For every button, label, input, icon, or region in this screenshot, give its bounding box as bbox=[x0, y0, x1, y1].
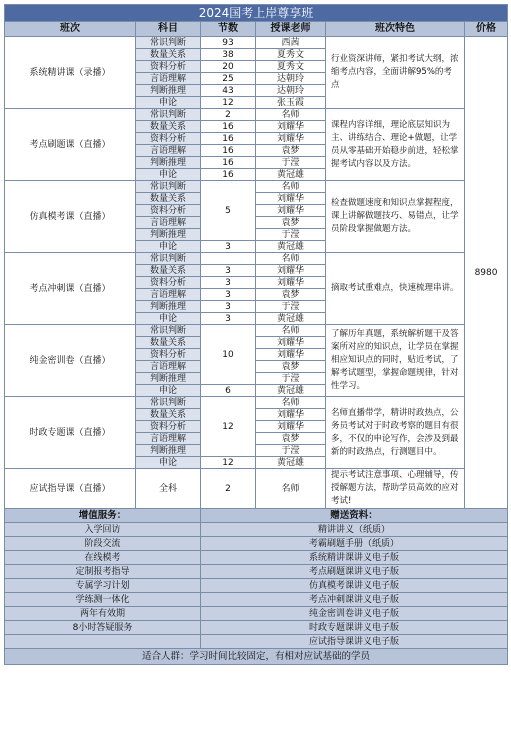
teacher-cell: 于滢 bbox=[256, 373, 326, 385]
service-item: 专属学习计划 bbox=[5, 579, 201, 593]
subject-cell: 申论 bbox=[136, 97, 201, 109]
feature-cell: 检查做题速度和知识点掌握程度，课上讲解做题技巧、易错点，让学员阶段掌握做题方法。 bbox=[326, 181, 465, 253]
subject-cell: 数量关系 bbox=[136, 49, 201, 61]
teacher-cell: 刘耀华 bbox=[256, 193, 326, 205]
sessions-cell bbox=[201, 253, 256, 265]
teacher-cell: 刘耀华 bbox=[256, 121, 326, 133]
service-row bbox=[5, 565, 508, 579]
subject-cell: 判断推理 bbox=[136, 85, 201, 97]
teacher-cell: 于滢 bbox=[256, 301, 326, 313]
sessions-cell: 16 bbox=[201, 145, 256, 157]
subject-cell: 判断推理 bbox=[136, 301, 201, 313]
table-row bbox=[5, 37, 508, 49]
teacher-cell: 于滢 bbox=[256, 445, 326, 457]
subject-cell: 资料分析 bbox=[136, 421, 201, 433]
teacher-cell: 袁梦 bbox=[256, 361, 326, 373]
subject-cell: 言语理解 bbox=[136, 145, 201, 157]
feature-cell: 了解历年真题，系统解析题干及答案所对应的知识点，让学员在掌握相应知识点的同时，贴近考试，了解考试题型，掌握命题规律，针对性学习。 bbox=[326, 325, 465, 397]
subject-cell: 申论 bbox=[136, 457, 201, 469]
subject-cell: 全科 bbox=[136, 469, 201, 509]
teacher-cell: 刘耀华 bbox=[256, 337, 326, 349]
teacher-cell: 刘耀华 bbox=[256, 277, 326, 289]
teacher-cell: 达朝玲 bbox=[256, 85, 326, 97]
services-header: 增值服务： bbox=[5, 509, 201, 523]
teacher-cell: 刘耀华 bbox=[256, 265, 326, 277]
service-row bbox=[5, 551, 508, 565]
course-name: 考点刷题课（直播） bbox=[5, 109, 136, 181]
teacher-cell: 夏秀文 bbox=[256, 61, 326, 73]
sessions-cell: 25 bbox=[201, 73, 256, 85]
header-sessions: 节数 bbox=[201, 22, 256, 37]
subject-cell: 言语理解 bbox=[136, 433, 201, 445]
course-table-body bbox=[5, 5, 508, 665]
teacher-cell: 袁梦 bbox=[256, 289, 326, 301]
material-item: 考点刷题课讲义电子版 bbox=[201, 565, 508, 579]
service-item: 两年有效期 bbox=[5, 607, 201, 621]
sessions-cell: 6 bbox=[201, 385, 256, 397]
subject-cell: 申论 bbox=[136, 313, 201, 325]
feature-cell: 摘取考试重难点，快速梳理串讲。 bbox=[326, 253, 465, 325]
subject-cell: 数量关系 bbox=[136, 121, 201, 133]
subject-cell: 申论 bbox=[136, 169, 201, 181]
subject-cell: 资料分析 bbox=[136, 277, 201, 289]
table-row bbox=[5, 253, 508, 265]
sessions-cell: 12 bbox=[201, 397, 256, 457]
header-price: 价格 bbox=[465, 22, 508, 37]
materials-header: 赠送资料： bbox=[201, 509, 508, 523]
service-item: 入学回访 bbox=[5, 523, 201, 537]
teacher-cell: 袁梦 bbox=[256, 433, 326, 445]
subject-cell: 常识判断 bbox=[136, 325, 201, 337]
service-item: 学练测一体化 bbox=[5, 593, 201, 607]
material-item: 精讲讲义（纸质） bbox=[201, 523, 508, 537]
teacher-cell: 袁梦 bbox=[256, 145, 326, 157]
header-class: 班次 bbox=[5, 22, 136, 37]
teacher-cell: 刘耀华 bbox=[256, 205, 326, 217]
audience-note: 适合人群：学习时间比较固定，有相对应试基础的学员 bbox=[5, 649, 508, 665]
teacher-cell: 张玉霞 bbox=[256, 97, 326, 109]
course-name: 考点冲刺课（直播） bbox=[5, 253, 136, 325]
subject-cell: 言语理解 bbox=[136, 73, 201, 85]
sessions-cell: 16 bbox=[201, 121, 256, 133]
subject-cell: 常识判断 bbox=[136, 37, 201, 49]
sessions-cell: 16 bbox=[201, 157, 256, 169]
table-row bbox=[5, 109, 508, 121]
subject-cell: 资料分析 bbox=[136, 349, 201, 361]
subject-cell: 资料分析 bbox=[136, 61, 201, 73]
header-subject: 科目 bbox=[136, 22, 201, 37]
sessions-cell: 20 bbox=[201, 61, 256, 73]
service-item: 定制报考指导 bbox=[5, 565, 201, 579]
course-table bbox=[4, 4, 508, 665]
teacher-cell: 刘耀华 bbox=[256, 133, 326, 145]
table-row bbox=[5, 469, 508, 509]
subject-cell: 数量关系 bbox=[136, 265, 201, 277]
material-item: 考点冲刺课讲义电子版 bbox=[201, 593, 508, 607]
sessions-cell: 3 bbox=[201, 313, 256, 325]
feature-cell: 行业资深讲师，紧扣考试大纲，浓缩考点内容，全面讲解95%的考点 bbox=[326, 37, 465, 109]
sessions-cell: 2 bbox=[201, 109, 256, 121]
header-row bbox=[5, 22, 508, 37]
material-item: 考霸刷题手册（纸质） bbox=[201, 537, 508, 551]
teacher-cell: 名师 bbox=[256, 109, 326, 121]
course-name: 系统精讲课（录播） bbox=[5, 37, 136, 109]
sessions-cell: 3 bbox=[201, 289, 256, 301]
material-item: 系统精讲课讲义电子版 bbox=[201, 551, 508, 565]
subject-cell: 言语理解 bbox=[136, 361, 201, 373]
subject-cell: 言语理解 bbox=[136, 217, 201, 229]
subject-cell: 数量关系 bbox=[136, 193, 201, 205]
sessions-cell: 38 bbox=[201, 49, 256, 61]
teacher-cell: 名师 bbox=[256, 253, 326, 265]
teacher-cell: 名师 bbox=[256, 181, 326, 193]
teacher-cell: 黄冠雄 bbox=[256, 313, 326, 325]
course-name: 仿真模考课（直播） bbox=[5, 181, 136, 253]
subject-cell: 常识判断 bbox=[136, 253, 201, 265]
feature-cell: 名师直播带学，精讲时政热点，公务员考试对于时政考察的题目有很多，不仅的申论写作，会涉及到最新的时政热点，行测题目中。 bbox=[326, 397, 465, 469]
sessions-cell: 43 bbox=[201, 85, 256, 97]
teacher-cell: 刘耀华 bbox=[256, 421, 326, 433]
sessions-cell: 3 bbox=[201, 277, 256, 289]
material-item: 纯金密训卷讲义电子版 bbox=[201, 607, 508, 621]
service-row bbox=[5, 607, 508, 621]
audience-row bbox=[5, 649, 508, 665]
subject-cell: 言语理解 bbox=[136, 289, 201, 301]
teacher-cell: 黄冠雄 bbox=[256, 385, 326, 397]
service-row bbox=[5, 579, 508, 593]
feature-cell: 提示考试注意事项、心理辅导，传授解题方法，帮助学员高效的应对考试! bbox=[326, 469, 465, 509]
subject-cell: 判断推理 bbox=[136, 373, 201, 385]
teacher-cell: 刘耀华 bbox=[256, 349, 326, 361]
price-cell: 8980 bbox=[465, 37, 508, 509]
subject-cell: 判断推理 bbox=[136, 445, 201, 457]
teacher-cell: 黄冠雄 bbox=[256, 241, 326, 253]
subject-cell: 常识判断 bbox=[136, 109, 201, 121]
sessions-cell: 2 bbox=[201, 469, 256, 509]
service-row bbox=[5, 523, 508, 537]
sessions-cell: 16 bbox=[201, 133, 256, 145]
teacher-cell: 黄冠雄 bbox=[256, 169, 326, 181]
service-item: 8小时答疑服务 bbox=[5, 621, 201, 635]
service-item: 在线模考 bbox=[5, 551, 201, 565]
course-name: 应试指导课（直播） bbox=[5, 469, 136, 509]
subject-cell: 资料分析 bbox=[136, 205, 201, 217]
sessions-cell: 12 bbox=[201, 97, 256, 109]
course-table-container bbox=[4, 4, 507, 665]
teacher-cell: 于滢 bbox=[256, 229, 326, 241]
service-row bbox=[5, 635, 508, 649]
sessions-cell: 3 bbox=[201, 241, 256, 253]
teacher-cell: 达朝玲 bbox=[256, 73, 326, 85]
sessions-cell: 12 bbox=[201, 457, 256, 469]
service-row bbox=[5, 621, 508, 635]
teacher-cell: 袁梦 bbox=[256, 217, 326, 229]
table-row bbox=[5, 181, 508, 193]
sessions-cell: 3 bbox=[201, 265, 256, 277]
service-row bbox=[5, 593, 508, 607]
feature-cell: 课程内容详细，理论底层知识为主、讲练结合、理论+做题，让学员从零基础开始稳步前进，轻松掌握考试内容以及方法。 bbox=[326, 109, 465, 181]
material-item: 应试指导课讲义电子版 bbox=[201, 635, 508, 649]
course-name: 时政专题课（直播） bbox=[5, 397, 136, 469]
material-item: 仿真模考课讲义电子版 bbox=[201, 579, 508, 593]
teacher-cell: 夏秀文 bbox=[256, 49, 326, 61]
service-row bbox=[5, 537, 508, 551]
page-title: 2024国考上岸尊享班 bbox=[5, 5, 508, 22]
teacher-cell: 刘耀华 bbox=[256, 409, 326, 421]
sessions-cell: 10 bbox=[201, 325, 256, 385]
course-name: 纯金密训卷（直播） bbox=[5, 325, 136, 397]
subject-cell: 判断推理 bbox=[136, 229, 201, 241]
service-item: 阶段交流 bbox=[5, 537, 201, 551]
sessions-cell: 93 bbox=[201, 37, 256, 49]
subject-cell: 常识判断 bbox=[136, 397, 201, 409]
subject-cell: 申论 bbox=[136, 241, 201, 253]
services-header-row bbox=[5, 509, 508, 523]
teacher-cell: 黄冠雄 bbox=[256, 457, 326, 469]
service-item bbox=[5, 635, 201, 649]
teacher-cell: 西茜 bbox=[256, 37, 326, 49]
subject-cell: 资料分析 bbox=[136, 133, 201, 145]
header-teacher: 授课老师 bbox=[256, 22, 326, 37]
teacher-cell: 名师 bbox=[256, 325, 326, 337]
subject-cell: 数量关系 bbox=[136, 409, 201, 421]
teacher-cell: 名师 bbox=[256, 469, 326, 509]
teacher-cell: 名师 bbox=[256, 397, 326, 409]
subject-cell: 申论 bbox=[136, 385, 201, 397]
sessions-cell: 3 bbox=[201, 301, 256, 313]
subject-cell: 常识判断 bbox=[136, 181, 201, 193]
subject-cell: 数量关系 bbox=[136, 337, 201, 349]
table-row bbox=[5, 325, 508, 337]
teacher-cell: 于滢 bbox=[256, 157, 326, 169]
sessions-cell: 16 bbox=[201, 169, 256, 181]
header-feature: 班次特色 bbox=[326, 22, 465, 37]
material-item: 时政专题课讲义电子版 bbox=[201, 621, 508, 635]
subject-cell: 判断推理 bbox=[136, 157, 201, 169]
sessions-cell: 5 bbox=[201, 181, 256, 241]
table-row bbox=[5, 397, 508, 409]
